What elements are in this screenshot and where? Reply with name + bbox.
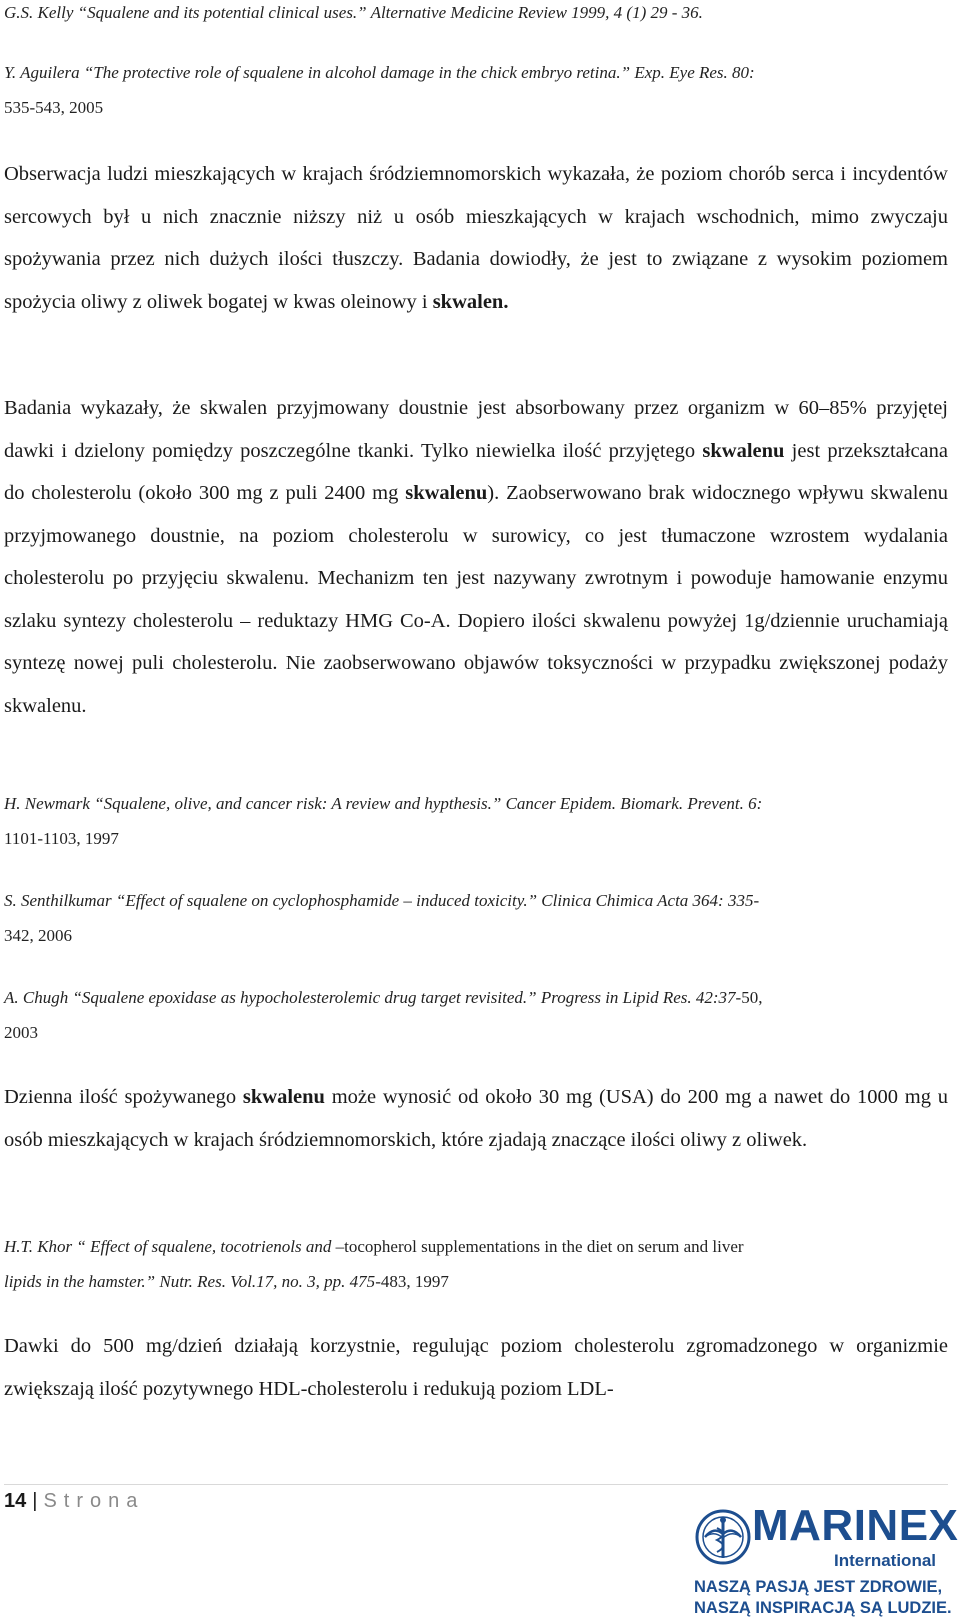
reference-text-plain: 2003	[4, 1023, 38, 1042]
reference-text-italic: lipids in the hamster.” Nutr. Res. Vol.17, no. 3, pp. 475	[4, 1272, 376, 1291]
marinex-logo	[694, 1500, 959, 1617]
paragraph-text: Badania wykazały, że skwalen przyjmowany doustnie jest absorbowany przez organizm w 60–85% przyjętej dawki i dzielony pomiędzy poszczególne tkanki. Tylko niewielka ilość przyjętego	[4, 397, 948, 462]
reference-text-italic: A. Chugh “Squalene epoxidase as hypocholesterolemic drug target revisited.” Progress in Lipid Res. 42:37	[4, 988, 736, 1007]
paragraph-text: jest przekształcana do cholesterolu (około 300 mg z puli 2400 mg	[4, 439, 949, 504]
paragraph-bold-term: skwalen.	[432, 290, 509, 313]
page-number-label	[4, 1488, 144, 1514]
paragraph-text: może wynosić od około 30 mg (USA) do 200 mg a nawet do 1000 mg u osób mieszkających w krajach śródziemnomorskich, które zjadają znaczące ilości oliwy z oliwek.	[4, 1086, 949, 1151]
paragraph-daily-intake	[4, 1076, 948, 1161]
paragraph-bold-term: skwalenu	[242, 1086, 325, 1108]
reference-text-plain: 1101-1103, 1997	[4, 829, 119, 848]
paragraph-text: Dzienna ilość spożywanego	[4, 1086, 243, 1108]
paragraph-text: ). Zaobserwowano brak widocznego wpływu skwalenu przyjmowanego doustnie, na poziom cholesterolu w surowicy, co jest tłumaczone wzrostem wydalania cholesterolu po przyjęciu skwalenu. Mechanizm ten jest nazywany zwrotnym i powoduje hamowanie enzymu szlaku syntezy cholesterolu – reduktazy HMG Co-A. Dopiero ilości skwalenu powyżej 1g/dziennie uruchamiają syntezę nowej puli cholesterolu. Nie zaobserwowano objawów toksyczności w przypadku zwiększonej podaży skwalenu.	[4, 482, 949, 717]
reference-text-italic: S. Senthilkumar “Effect of squalene on cyclophosphamide – induced toxicity.” Clinica Chimica Acta 364: 335-	[4, 891, 760, 910]
reference-text-plain: 535-543, 2005	[4, 98, 104, 117]
paragraph-absorption	[4, 387, 948, 727]
reference-text-italic: H.T. Khor “ Effect of squalene, tocotrienols and –	[4, 1237, 345, 1256]
reference-text-italic: H. Newmark “Squalene, olive, and cancer risk: A review and hypthesis.” Cancer Epidem. Biomark. Prevent. 6:	[4, 794, 763, 813]
caduceus-emblem-icon	[694, 1508, 752, 1566]
paragraph-doses	[4, 1325, 948, 1410]
paragraph-bold-term: skwalenu	[702, 439, 785, 462]
reference-kelly	[4, 0, 948, 30]
reference-aguilera	[4, 55, 948, 125]
reference-senthilkumar	[4, 883, 948, 953]
reference-chugh	[4, 980, 948, 1050]
paragraph-bold-term: skwalenu	[405, 482, 488, 504]
paragraph-text: Obserwacja ludzi mieszkających w krajach śródziemnomorskich wykazała, że poziom chorób serca i incydentów sercowych był u nich znacznie niższy niż u osób mieszkających w krajach wschodnich, mimo zwyczaju spożywania przez nich dużych ilości tłuszczy. Badania dowiodły, że jest to związane z wysokim poziomem spożycia oliwy z oliwek bogatej w kwas oleinowy i	[4, 163, 948, 313]
reference-text: G.S. Kelly “Squalene and its potential clinical uses.” Alternative Medicine Review 1999, 4 (1) 29 - 36.	[4, 3, 703, 22]
footer-divider	[4, 1484, 948, 1485]
reference-khor	[4, 1229, 948, 1299]
reference-newmark	[4, 786, 948, 856]
paragraph-mediterranean	[4, 153, 948, 323]
page-separator: |	[32, 1490, 38, 1512]
reference-text-plain: -483, 1997	[375, 1272, 449, 1291]
reference-text-plain: 342, 2006	[4, 926, 72, 945]
slogan-line-1: NASZĄ PASJĄ JEST ZDROWIE,	[694, 1578, 943, 1596]
reference-text-italic: Y. Aguilera “The protective role of squalene in alcohol damage in the chick embryo retina.” Exp. Eye Res. 80:	[4, 63, 755, 82]
logo-name: MARINEX	[752, 1501, 959, 1550]
reference-text-plain: -50,	[735, 988, 763, 1007]
page-word: Strona	[43, 1490, 145, 1512]
page-number: 14	[4, 1490, 27, 1512]
paragraph-text: Dawki do 500 mg/dzień działają korzystnie, regulując poziom cholesterolu zgromadzonego w organizmie zwiększają ilość pozytywnego HDL-cholesterolu i redukują poziom LDL-	[4, 1335, 948, 1400]
reference-text-plain: tocopherol supplementations in the diet on serum and liver	[344, 1237, 744, 1256]
slogan-line-2: NASZĄ INSPIRACJĄ SĄ LUDZIE.	[694, 1599, 952, 1617]
logo-subtitle: International	[834, 1551, 937, 1570]
